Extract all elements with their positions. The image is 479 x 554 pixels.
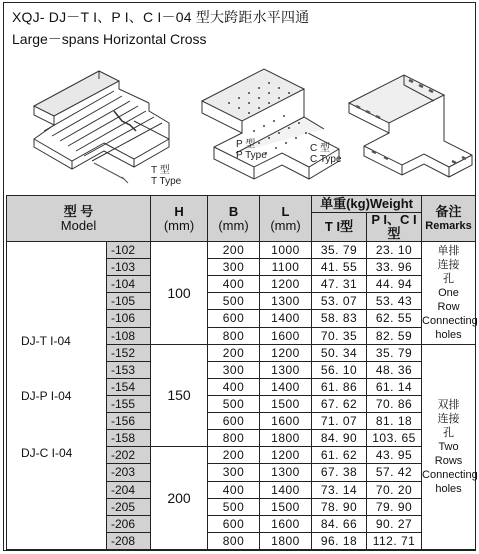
product-illustrations — [4, 51, 477, 193]
l-value: 1500 — [260, 498, 312, 515]
p-type-caption-cn: P 型 — [236, 139, 256, 150]
t-type-caption-cn: T 型 — [151, 165, 170, 176]
weight-pc-value: 70. 20 — [367, 481, 422, 498]
b-value: 800 — [208, 430, 260, 447]
b-value: 200 — [208, 344, 260, 361]
model-code: -208 — [107, 532, 151, 549]
weight-pc-value: 103. 65 — [367, 430, 422, 447]
model-code: -203 — [107, 464, 151, 481]
model-p: DJ-P I-04 — [21, 389, 72, 403]
weight-pc-value: 61. 14 — [367, 378, 422, 395]
model-c: DJ-C I-04 — [21, 446, 73, 460]
weight-pc-value: 81. 18 — [367, 413, 422, 430]
model-code: -206 — [107, 515, 151, 532]
b-value: 200 — [208, 447, 260, 464]
model-code: -153 — [107, 361, 151, 378]
model-code: -108 — [107, 327, 151, 344]
model-code: -205 — [107, 498, 151, 515]
l-value: 1500 — [260, 395, 312, 412]
l-value: 1200 — [260, 447, 312, 464]
remark-one-row: 单排 连接 孔 One Row Connecting holes — [422, 242, 476, 345]
l-value: 1200 — [260, 276, 312, 293]
b-value: 400 — [208, 276, 260, 293]
model-code: -154 — [107, 378, 151, 395]
title-chinese: XQJ- DJ－T I、P I、C I－04 型大跨距水平四通 — [12, 9, 310, 25]
table-row — [7, 242, 476, 259]
b-value: 500 — [208, 498, 260, 515]
b-value: 600 — [208, 310, 260, 327]
weight-pc-value: 43. 95 — [367, 447, 422, 464]
l-value: 1300 — [260, 361, 312, 378]
l-value: 1600 — [260, 413, 312, 430]
weight-pc-value: 62. 55 — [367, 310, 422, 327]
weight-pc-value: 33. 96 — [367, 259, 422, 276]
weight-t-value: 70. 35 — [312, 327, 367, 344]
l-value: 1000 — [260, 242, 312, 259]
c-type-caption-en: C Type — [310, 154, 342, 165]
weight-pc-value: 82. 59 — [367, 327, 422, 344]
weight-t-value: 58. 83 — [312, 310, 367, 327]
h-value: 200 — [151, 447, 208, 550]
l-value: 1600 — [260, 515, 312, 532]
l-value: 1300 — [260, 293, 312, 310]
model-names — [7, 242, 107, 550]
model-code: -155 — [107, 395, 151, 412]
weight-t-value: 61. 86 — [312, 378, 367, 395]
weight-pc-value: 70. 86 — [367, 395, 422, 412]
model-code: -102 — [107, 242, 151, 259]
remarks-header: 备注 Remarks — [422, 196, 476, 242]
c-type-drawing — [349, 75, 472, 177]
model-code: -104 — [107, 276, 151, 293]
weight-pc-value: 90. 27 — [367, 515, 422, 532]
t-type-drawing — [34, 71, 169, 183]
weight-t-value: 53. 07 — [312, 293, 367, 310]
model-code: -105 — [107, 293, 151, 310]
p-type-caption-en: P Type — [236, 150, 267, 161]
weight-t-value: 96. 18 — [312, 532, 367, 549]
table-header-row — [7, 196, 476, 213]
b-value: 500 — [208, 395, 260, 412]
h-header: H (mm) — [151, 196, 208, 242]
weight-t-value: 67. 38 — [312, 464, 367, 481]
l-value: 1200 — [260, 344, 312, 361]
weight-t-value: 50. 34 — [312, 344, 367, 361]
weight-pc-value: 112. 71 — [367, 532, 422, 549]
weight-t-value: 71. 07 — [312, 413, 367, 430]
cross-tray-drawings — [4, 51, 477, 193]
b-value: 400 — [208, 378, 260, 395]
weight-t-value: 35. 79 — [312, 242, 367, 259]
model-code: -103 — [107, 259, 151, 276]
l-value: 1400 — [260, 481, 312, 498]
t-type-caption-en: T Type — [151, 176, 182, 187]
l-value: 1400 — [260, 378, 312, 395]
b-value: 300 — [208, 259, 260, 276]
weight-t-value: 41. 55 — [312, 259, 367, 276]
l-value: 1100 — [260, 259, 312, 276]
l-value: 1600 — [260, 327, 312, 344]
model-code: -106 — [107, 310, 151, 327]
l-header: L (mm) — [260, 196, 312, 242]
weight-pc-value: 79. 90 — [367, 498, 422, 515]
b-value: 600 — [208, 413, 260, 430]
weight-pc-value: 44. 94 — [367, 276, 422, 293]
model-t: DJ-T I-04 — [21, 334, 71, 348]
weight-pc-value: 35. 79 — [367, 344, 422, 361]
weight-pc-value: 57. 42 — [367, 464, 422, 481]
l-value: 1400 — [260, 310, 312, 327]
l-value: 1300 — [260, 464, 312, 481]
b-value: 600 — [208, 515, 260, 532]
weight-t-value: 78. 90 — [312, 498, 367, 515]
weight-pc-value: 23. 10 — [367, 242, 422, 259]
model-code: -204 — [107, 481, 151, 498]
weight-header: 单重(kg)Weight — [312, 196, 422, 213]
weight-t-value: 56. 10 — [312, 361, 367, 378]
title-english: Large－spans Horizontal Cross — [12, 31, 207, 47]
weight-pc-header: P I、C I型 — [367, 213, 422, 242]
spec-table — [6, 195, 476, 550]
weight-pc-value: 48. 36 — [367, 361, 422, 378]
weight-t-value: 84. 90 — [312, 430, 367, 447]
weight-t-header: T I型 — [312, 213, 367, 242]
weight-pc-value: 53. 43 — [367, 293, 422, 310]
weight-t-value: 47. 31 — [312, 276, 367, 293]
b-value: 200 — [208, 242, 260, 259]
l-value: 1800 — [260, 532, 312, 549]
l-value: 1800 — [260, 430, 312, 447]
b-value: 300 — [208, 361, 260, 378]
weight-t-value: 61. 62 — [312, 447, 367, 464]
weight-t-value: 73. 14 — [312, 481, 367, 498]
weight-t-value: 67. 62 — [312, 395, 367, 412]
b-header: B (mm) — [208, 196, 260, 242]
model-code: -202 — [107, 447, 151, 464]
h-value: 150 — [151, 344, 208, 447]
b-value: 300 — [208, 464, 260, 481]
b-value: 800 — [208, 532, 260, 549]
b-value: 800 — [208, 327, 260, 344]
b-value: 400 — [208, 481, 260, 498]
remark-two-rows: 双排 连接 孔 Two Rows Connecting holes — [422, 344, 476, 549]
c-type-caption-cn: C 型 — [310, 143, 330, 154]
model-header: 型 号 Model — [7, 196, 151, 242]
h-value: 100 — [151, 242, 208, 345]
b-value: 500 — [208, 293, 260, 310]
model-code: -158 — [107, 430, 151, 447]
spec-sheet — [3, 2, 476, 551]
weight-t-value: 84. 66 — [312, 515, 367, 532]
model-code: -152 — [107, 344, 151, 361]
model-code: -156 — [107, 413, 151, 430]
